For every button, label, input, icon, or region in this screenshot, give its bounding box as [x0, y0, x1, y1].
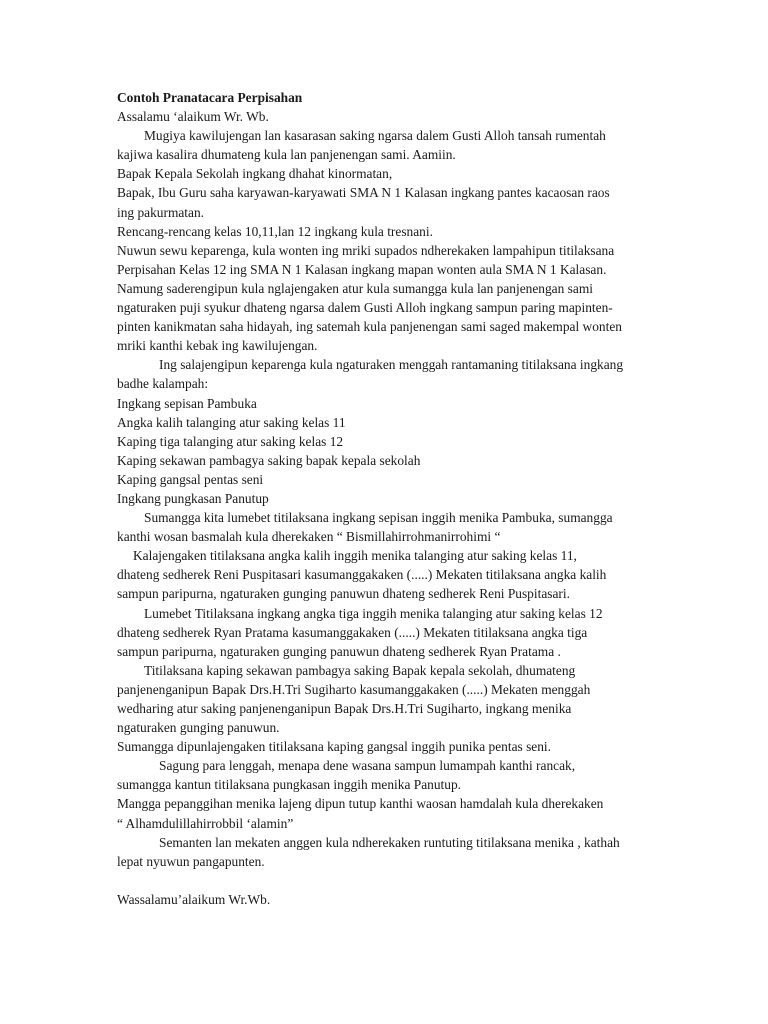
text-line: Semanten lan mekaten anggen kula ndherekaken runtuting titilaksana menika , kathah [159, 834, 620, 850]
text-line: Ingkang pungkasan Panutup [117, 490, 269, 506]
text-line: Angka kalih talanging atur saking kelas 11 [117, 414, 346, 430]
text-line: Kaping sekawan pambagya saking bapak kepala sekolah [117, 452, 421, 468]
document-body [117, 88, 657, 909]
text-line: Ingkang sepisan Pambuka [117, 395, 257, 411]
text-line [117, 871, 657, 890]
text-line: Assalamu ‘alaikum Wr. Wb. [117, 109, 269, 125]
text-line: “ Alhamdulillahirrobbil ‘alamin” [117, 815, 294, 831]
document-text [117, 107, 657, 909]
text-line: Kaping gangsal pentas seni [117, 471, 264, 487]
text-line: mriki kanthi kebak ing kawilujengan. [117, 338, 318, 354]
text-line: Nuwun sewu keparenga, kula wonten ing mriki supados ndherekaken lampahipun titilaksana [117, 242, 615, 258]
text-line: Wassalamu’alaikum Wr.Wb. [117, 891, 271, 907]
text-line: kanthi wosan basmalah kula dherekaken “ Bismillahirrohmanirrohimi “ [117, 529, 501, 545]
text-line: ing pakurmatan. [117, 204, 205, 220]
text-line: lepat nyuwun pangapunten. [117, 853, 265, 869]
text-line: ngaturaken puji syukur dhateng ngarsa dalem Gusti Alloh ingkang sampun paring mapinten- [117, 300, 613, 316]
text-line: panjenenganipun Bapak Drs.H.Tri Sugiharto kasumanggakaken (.....) Mekaten menggah [117, 681, 591, 697]
text-line: dhateng sedherek Reni Puspitasari kasumanggakaken (.....) Mekaten titilaksana angka kalih [117, 567, 607, 583]
text-line: Titilaksana kaping sekawan pambagya saking Bapak kepala sekolah, dhumateng [144, 662, 576, 678]
text-line: sumangga kantun titilaksana pungkasan inggih menika Panutup. [117, 777, 462, 793]
text-line: Sagung para lenggah, menapa dene wasana sampun lumampah kanthi rancak, [159, 758, 576, 774]
text-line: Namung saderengipun kula nglajengaken atur kula sumangga kula lan panjenengan sami [117, 280, 593, 296]
text-line: Ing salajengipun keparenga kula ngaturaken menggah rantamaning titilaksana ingkang [159, 357, 624, 373]
text-line: pinten kanikmatan saha hidayah, ing satemah kula panjenengan sami saged makempal wonten [117, 319, 622, 335]
text-line: Rencang-rencang kelas 10,11,lan 12 ingkang kula tresnani. [117, 223, 433, 239]
document-title: Contoh Pranatacara Perpisahan [117, 90, 303, 105]
text-line: Bapak, Ibu Guru saha karyawan-karyawati SMA N 1 Kalasan ingkang pantes kacaosan raos [117, 185, 610, 201]
text-line: Mugiya kawilujengan lan kasarasan saking ngarsa dalem Gusti Alloh tansah rumentah [144, 128, 606, 144]
text-line: Bapak Kepala Sekolah ingkang dhahat kinormatan, [117, 166, 393, 182]
text-line: Mangga pepanggihan menika lajeng dipun tutup kanthi waosan hamdalah kula dherekaken [117, 796, 604, 812]
text-line: ngaturaken gunging panuwun. [117, 720, 280, 736]
text-line: wedharing atur saking panjenenganipun Bapak Drs.H.Tri Sugiharto, ingkang menika [117, 701, 572, 716]
text-line: badhe kalampah: [117, 376, 209, 392]
text-line: Kaping tiga talanging atur saking kelas 12 [117, 433, 344, 449]
text-line: sampun paripurna, ngaturaken gunging panuwun dhateng sedherek Ryan Pratama . [117, 643, 561, 659]
text-line: Sumangga kita lumebet titilaksana ingkang sepisan inggih menika Pambuka, sumangga [144, 510, 613, 526]
text-line: Sumangga dipunlajengaken titilaksana kaping gangsal inggih punika pentas seni. [117, 739, 551, 755]
text-line: Perpisahan Kelas 12 ing SMA N 1 Kalasan ingkang mapan wonten aula SMA N 1 Kalasan. [117, 261, 607, 277]
text-line: sampun paripurna, ngaturaken gunging panuwun dhateng sedherek Reni Puspitasari. [117, 586, 570, 602]
text-line: Lumebet Titilaksana ingkang angka tiga inggih menika talanging atur saking kelas 12 [144, 605, 603, 621]
text-line: kajiwa kasalira dhumateng kula lan panjenengan sami. Aamiin. [117, 147, 456, 163]
text-line: Kalajengaken titilaksana angka kalih inggih menika talanging atur saking kelas 11, [133, 548, 577, 564]
text-line: dhateng sedherek Ryan Pratama kasumanggakaken (.....) Mekaten titilaksana angka tiga [117, 624, 588, 640]
